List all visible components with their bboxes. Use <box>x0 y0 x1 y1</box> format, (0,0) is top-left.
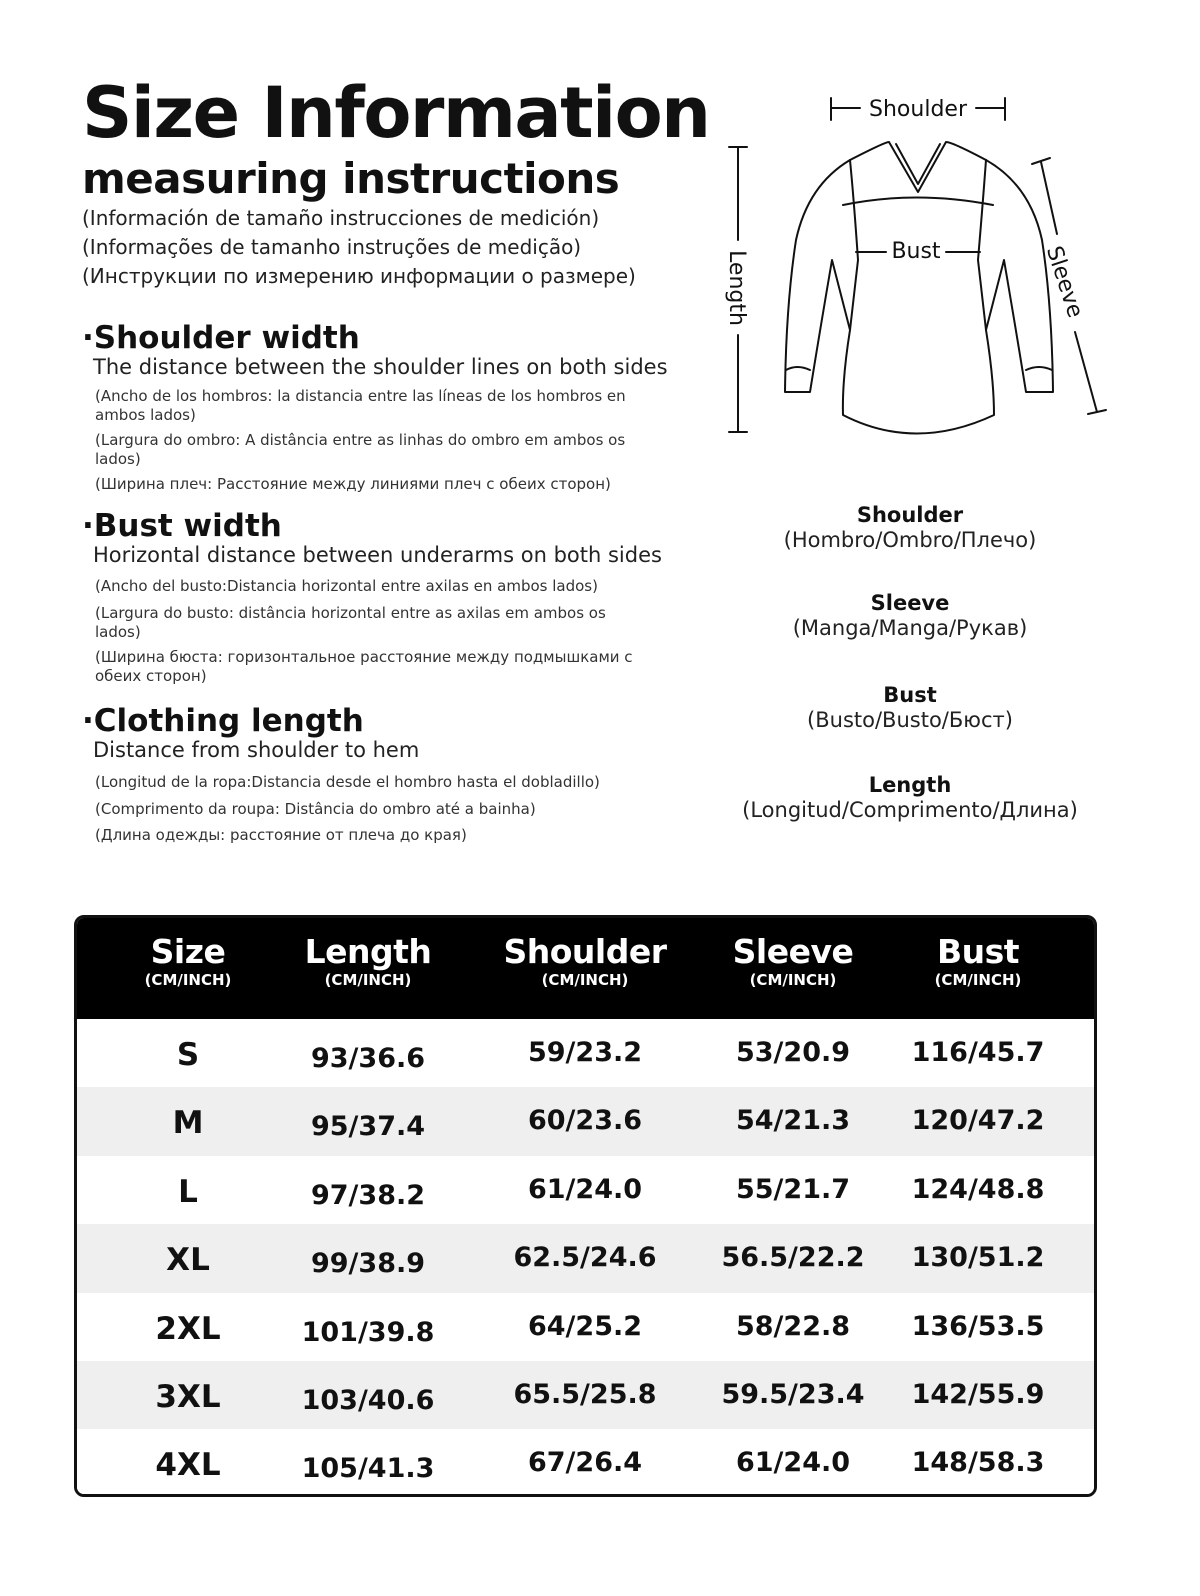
table-cell-shoulder: 62.5/24.6 <box>513 1242 657 1274</box>
size-table <box>74 915 1097 1497</box>
shirt-right-sleeve <box>986 160 1053 392</box>
column-header-bust: Bust (CM/INCH) <box>934 932 1022 990</box>
table-cell-length: 99/38.9 <box>310 1248 426 1280</box>
diagram-bust-label: Bust <box>891 239 941 264</box>
table-cell-size: 3XL <box>155 1379 221 1415</box>
section-heading-length: ·Clothing length <box>82 703 364 739</box>
glossary-item-bust <box>730 683 1090 733</box>
table-cell-sleeve: 61/24.0 <box>735 1447 851 1479</box>
glossary-term: Sleeve <box>870 591 950 615</box>
size-table-header <box>77 918 1094 1019</box>
section-description-length: Distance from shoulder to hem <box>93 738 420 762</box>
page-subtitle: measuring instructions <box>82 154 620 203</box>
page-title: Size Information <box>82 72 710 154</box>
section-note-shoulder-es: (Ancho de los hombros: la distancia entre las líneas de los hombros en ambos lados) <box>95 387 626 424</box>
diagram-sleeve-label: Sleeve <box>1040 243 1088 321</box>
table-cell-shoulder: 67/26.4 <box>527 1447 643 1479</box>
column-header-size: Size (CM/INCH) <box>144 932 232 990</box>
shirt-yoke-seam <box>843 198 993 206</box>
table-cell-sleeve: 55/21.7 <box>735 1173 851 1205</box>
glossary-item-sleeve <box>730 591 1090 641</box>
table-row <box>77 1224 1094 1292</box>
table-cell-bust: 124/48.8 <box>911 1173 1045 1205</box>
section-note-length-ru: (Длина одежды: расстояние от плеча до края) <box>95 826 467 844</box>
table-cell-size: 4XL <box>155 1447 221 1484</box>
table-cell-sleeve: 53/20.9 <box>735 1037 851 1068</box>
section-note-shoulder-pt: (Largura do ombro: A distância entre as linhas do ombro em ambos os lados) <box>95 431 626 468</box>
glossary-item-shoulder <box>730 503 1090 553</box>
section-note-shoulder-ru: (Ширина плеч: Расстояние между линиями плеч с обеих сторон) <box>95 475 611 493</box>
table-cell-bust: 120/47.2 <box>911 1105 1045 1137</box>
shirt-left-cuff <box>786 367 810 370</box>
table-cell-shoulder: 61/24.0 <box>527 1173 643 1205</box>
section-heading-shoulder: ·Shoulder width <box>82 320 360 356</box>
section-note-bust-es: (Ancho del busto:Distancia horizontal entre axilas en ambos lados) <box>95 577 598 595</box>
table-cell-length: 93/36.6 <box>310 1043 426 1074</box>
glossary-translation: (Busto/Busto/Бюст) <box>807 708 1013 733</box>
section-note-bust-ru: (Ширина бюста: горизонтальное расстояние между подмышками с обеих сторон) <box>95 648 633 685</box>
shirt-right-cuff <box>1026 367 1052 370</box>
subtitle-translation-es: (Información de tamaño instrucciones de medición) <box>82 206 600 230</box>
table-cell-bust: 116/45.7 <box>911 1037 1045 1068</box>
table-cell-size: L <box>178 1173 198 1210</box>
section-note-length-es: (Longitud de la ropa:Distancia desde el hombro hasta el dobladillo) <box>95 773 600 791</box>
shirt-diagram <box>700 80 1130 460</box>
section-note-bust-pt: (Largura do busto: distância horizontal entre as axilas em ambos os lados) <box>95 604 606 641</box>
shirt-left-sleeve <box>785 160 850 392</box>
sleeve-dimension-line-bottom <box>1075 332 1097 412</box>
glossary-translation: (Longitud/Comprimento/Длина) <box>742 798 1078 823</box>
section-heading-bust: ·Bust width <box>82 508 282 544</box>
glossary-term: Bust <box>883 683 937 707</box>
diagram-shoulder-label: Shoulder <box>869 97 967 122</box>
table-cell-length: 105/41.3 <box>301 1453 435 1485</box>
table-cell-shoulder: 65.5/25.8 <box>513 1379 657 1410</box>
column-header-sleeve: Sleeve (CM/INCH) <box>732 932 854 990</box>
table-cell-size: XL <box>166 1242 210 1279</box>
subtitle-translation-pt: (Informações de tamanho instruções de medição) <box>82 235 582 259</box>
subtitle-translation-ru: (Инструкции по измерению информации о размере) <box>82 264 636 288</box>
table-row <box>77 1156 1094 1224</box>
section-note-length-pt: (Comprimento da roupa: Distância do ombro até a bainha) <box>95 800 536 818</box>
table-cell-length: 103/40.6 <box>301 1385 435 1416</box>
column-header-length: Length (CM/INCH) <box>304 932 432 990</box>
diagram-length-label: Length <box>724 250 749 326</box>
table-row <box>77 1429 1094 1497</box>
section-description-bust: Horizontal distance between underarms on both sides <box>93 543 662 567</box>
table-cell-sleeve: 58/22.8 <box>735 1310 851 1342</box>
table-row <box>77 1293 1094 1361</box>
section-description-shoulder: The distance between the shoulder lines on both sides <box>93 355 668 379</box>
table-cell-length: 101/39.8 <box>301 1316 435 1348</box>
glossary-term: Length <box>868 773 952 797</box>
table-cell-bust: 130/51.2 <box>911 1242 1045 1274</box>
table-cell-sleeve: 54/21.3 <box>735 1105 851 1137</box>
table-cell-sleeve: 59.5/23.4 <box>721 1379 865 1410</box>
table-cell-length: 95/37.4 <box>310 1111 426 1143</box>
table-cell-length: 97/38.2 <box>310 1179 426 1211</box>
glossary-translation: (Hombro/Ombro/Плечо) <box>783 528 1037 553</box>
table-cell-sleeve: 56.5/22.2 <box>721 1242 865 1274</box>
glossary-term: Shoulder <box>856 503 964 527</box>
sleeve-dimension-line-top <box>1041 162 1057 234</box>
table-cell-bust: 142/55.9 <box>911 1379 1045 1410</box>
glossary-item-length <box>730 773 1090 823</box>
table-cell-bust: 148/58.3 <box>911 1447 1045 1479</box>
table-row <box>77 1087 1094 1155</box>
table-cell-shoulder: 60/23.6 <box>527 1105 643 1137</box>
table-cell-shoulder: 59/23.2 <box>527 1037 643 1068</box>
glossary-translation: (Manga/Manga/Рукав) <box>792 616 1028 641</box>
column-header-shoulder: Shoulder (CM/INCH) <box>503 932 667 990</box>
table-cell-size: S <box>176 1037 200 1073</box>
table-cell-size: M <box>172 1105 204 1142</box>
table-cell-size: 2XL <box>155 1310 221 1347</box>
table-cell-shoulder: 64/25.2 <box>527 1310 643 1342</box>
table-row <box>77 1019 1094 1087</box>
table-row <box>77 1361 1094 1429</box>
table-cell-bust: 136/53.5 <box>911 1310 1045 1342</box>
